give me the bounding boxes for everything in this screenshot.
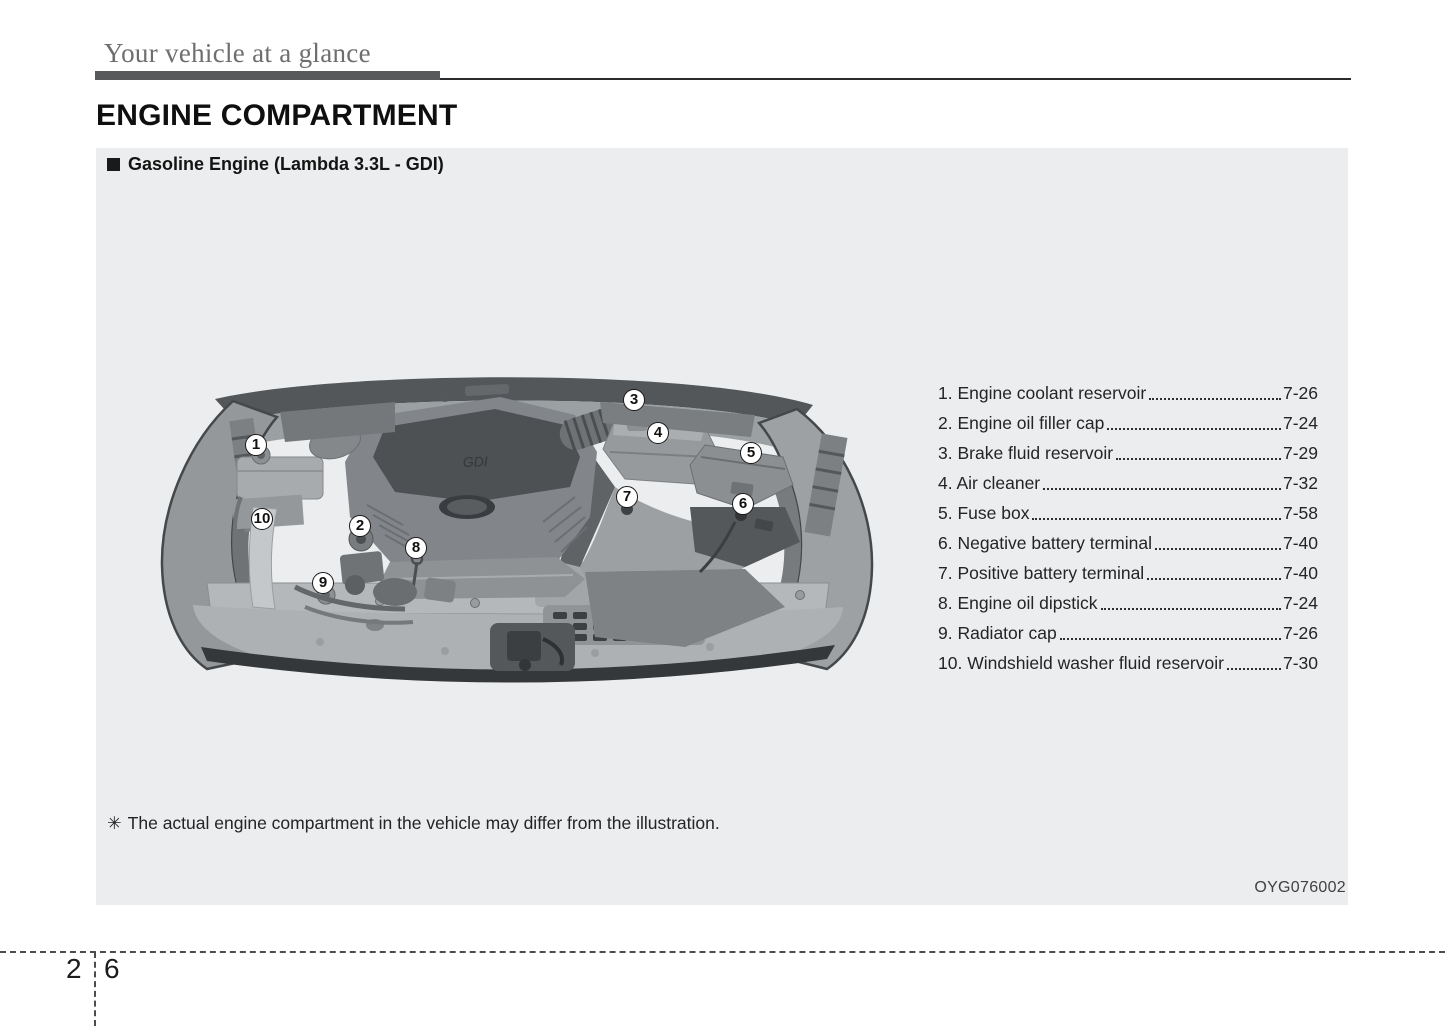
- parts-list-item: [938, 647, 1318, 677]
- page-title: ENGINE COMPARTMENT: [96, 99, 458, 132]
- dot-leader: [1032, 518, 1281, 520]
- footer-chapter-number: 2: [66, 953, 82, 984]
- engine-type-heading: [107, 154, 444, 175]
- part-page-ref: 7-24: [1282, 413, 1318, 433]
- callout-8: 8: [405, 537, 427, 559]
- hood-latch: [490, 623, 575, 671]
- part-page-ref: 7-26: [1282, 383, 1318, 403]
- callout-3: 3: [623, 389, 645, 411]
- part-page-ref: 7-58: [1282, 503, 1318, 523]
- engine-compartment-panel: [96, 148, 1348, 905]
- engine-type-label: Gasoline Engine (Lambda 3.3L - GDI): [128, 154, 444, 174]
- illustration-note: [107, 813, 720, 834]
- figure-code: OYG076002: [1254, 879, 1346, 896]
- part-page-ref: 7-40: [1282, 533, 1318, 553]
- parts-list-item: [938, 407, 1318, 437]
- callout-9: 9: [312, 572, 334, 594]
- footer-page-number: 6: [104, 953, 120, 984]
- asterisk-icon: ✳: [107, 813, 122, 833]
- callout-5: 5: [740, 442, 762, 464]
- part-label: 5. Fuse box: [938, 503, 1030, 523]
- dot-leader: [1227, 668, 1281, 670]
- dot-leader: [1101, 608, 1281, 610]
- dot-leader: [1060, 638, 1281, 640]
- dot-leader: [1107, 428, 1281, 430]
- dot-leader: [1149, 398, 1281, 400]
- callout-7: 7: [616, 486, 638, 508]
- parts-list-item: [938, 617, 1318, 647]
- part-label: 9. Radiator cap: [938, 623, 1057, 643]
- part-label: 1. Engine coolant reservoir: [938, 383, 1147, 403]
- callout-1: 1: [245, 434, 267, 456]
- parts-list-item: [938, 557, 1318, 587]
- engine-diagram: [145, 357, 890, 687]
- dot-leader: [1043, 488, 1281, 490]
- dot-leader: [1147, 578, 1281, 580]
- callout-2: 2: [349, 515, 371, 537]
- engine-cover-badge-text: GDI: [462, 453, 488, 470]
- part-label: 4. Air cleaner: [938, 473, 1041, 493]
- part-page-ref: 7-32: [1282, 473, 1318, 493]
- callout-6: 6: [732, 493, 754, 515]
- part-label: 10. Windshield washer fluid reservoir: [938, 653, 1224, 673]
- callout-4: 4: [647, 422, 669, 444]
- part-label: 7. Positive battery terminal: [938, 563, 1145, 583]
- part-page-ref: 7-24: [1282, 593, 1318, 613]
- square-bullet-icon: [107, 158, 120, 171]
- parts-list-item: [938, 497, 1318, 527]
- part-page-ref: 7-30: [1282, 653, 1318, 673]
- parts-list-item: [938, 527, 1318, 557]
- parts-list: [938, 377, 1318, 677]
- footer-dashed-divider: [94, 952, 96, 1026]
- part-page-ref: 7-29: [1282, 443, 1318, 463]
- parts-list-item: [938, 377, 1318, 407]
- footer-dashed-line: [0, 951, 1445, 953]
- parts-list-item: [938, 467, 1318, 497]
- breadcrumb-section-title: Your vehicle at a glance: [104, 38, 371, 68]
- header-rule: [95, 71, 1351, 80]
- part-label: 3. Brake fluid reservoir: [938, 443, 1114, 463]
- note-text: The actual engine compartment in the vehicle may differ from the illustration.: [127, 813, 720, 833]
- coolant-reservoir: [232, 446, 323, 529]
- part-label: 2. Engine oil filler cap: [938, 413, 1105, 433]
- dot-leader: [1155, 548, 1281, 550]
- callout-10: 10: [251, 508, 273, 530]
- part-label: 6. Negative battery terminal: [938, 533, 1152, 553]
- header-accent-bar: [95, 71, 440, 80]
- parts-list-item: [938, 587, 1318, 617]
- parts-list-item: [938, 437, 1318, 467]
- dot-leader: [1116, 458, 1281, 460]
- part-page-ref: 7-26: [1282, 623, 1318, 643]
- part-page-ref: 7-40: [1282, 563, 1318, 583]
- part-label: 8. Engine oil dipstick: [938, 593, 1098, 613]
